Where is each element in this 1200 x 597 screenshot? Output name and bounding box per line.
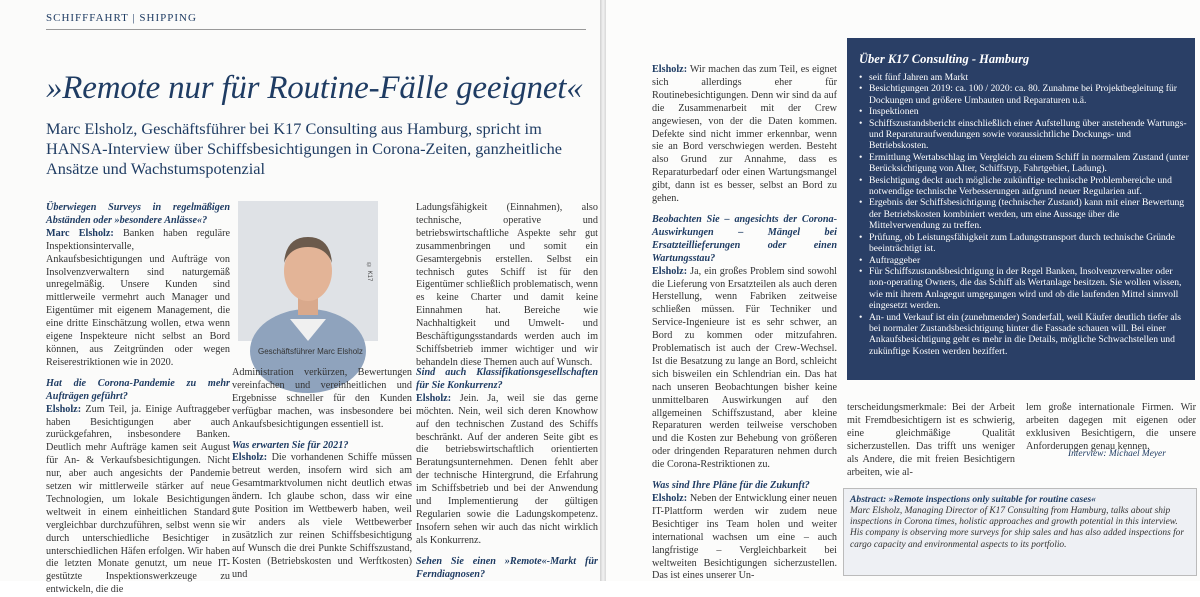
- question: Überwiegen Surveys in regelmäßigen Abständen oder »besondere Anlässe«?: [46, 202, 230, 226]
- speaker-label: Elsholz:: [652, 265, 688, 277]
- info-box-item: • Ergebnis der Schiffsbesichtigung (technischer Zustand) kann mit einer Bewertung der Betriebskosten kombiniert werden, um eine Aussage über die Mittelverwendung zu treffen.: [859, 197, 1191, 231]
- section-header: SCHIFFFAHRT | SHIPPING: [46, 12, 197, 24]
- column-3-top: [416, 202, 598, 368]
- column-4: [652, 64, 838, 582]
- info-box-item: • An- und Verkauf ist ein (zunehmender) Sonderfall, weil Käufer deutlich tiefer als bei normaler Zustandsbesichtigung hinter die Fassade schauen will. Bei einer Ankaufsbesichtigung geht es mehr in die Details, mögliche Schwachstellen und zukünftige Kosten werden beziffert.: [859, 312, 1191, 358]
- photo-credit: © K17: [366, 263, 372, 282]
- speaker-label: Elsholz:: [652, 64, 688, 75]
- article-deck: Marc Elsholz, Geschäftsführer bei K17 Consulting aus Hamburg, spricht im HANSA-Interview über Schiffsbesichtigungen in Corona-Zeiten, ganzheitliche Ansätze und Wachstumspotenzial: [46, 119, 563, 178]
- paragraph: [652, 64, 837, 206]
- abstract-box: [843, 488, 1197, 576]
- question: Was sind Ihre Pläne für die Zukunft?: [652, 480, 810, 492]
- info-box: [847, 38, 1195, 380]
- info-box-item: • Besichtigungen 2019: ca. 100 / 2020: ca. 80. Zunahme bei Projektbegleitung für Dockungen und größere Umbauten und Reparaturen u.ä.: [859, 83, 1191, 106]
- header-rule: [46, 29, 586, 30]
- question: Sehen Sie einen »Remote«-Markt für Ferndiagnosen?: [416, 555, 598, 580]
- paragraph: [46, 228, 230, 370]
- answer-text: terscheidungsmerkmale: Bei der Arbeit mit Fremdbesichtigern ist es schwierig, eine gleichmäßige Qualität sicherzustellen. Das trifft uns weniger als Andere, die mit freien Besichtigern arbeiten, wie al-: [847, 402, 1015, 478]
- answer-text: Die vorhandenen Schiffe müssen betreut werden, insofern wird sich am Gesamtmarktvolumen nicht deutlich etwas ändern. Ich glaube schon, dass wir eine gute Position im Wettbewerb haben, weil wir anders als viele Wettbewerber zusätzlich zur reinen Schiffsbesichtigung auf Wunsch die drei Punkte Schiffszustand, Kosten (Betriebskosten und Werftkosten) und: [232, 452, 413, 580]
- speaker-label: Elsholz:: [652, 493, 688, 504]
- info-box-item: • Besichtigung deckt auch mögliche zukünftige technische Problembereiche und notwendige technische Verbesserungen aufgrund neuer Regularien auf.: [859, 175, 1191, 198]
- info-box-item: • Ermittlung Wertabschlag im Vergleich zu einem Schiff in normalem Zustand (unter Berücksichtigung von Alter, Schiffstyp, Fahrtgebiet, Ladung).: [859, 152, 1191, 175]
- paragraph: [232, 367, 412, 432]
- byline: Interview: Michael Meyer: [1068, 449, 1166, 459]
- answer-text: Jein. Ja, weil sie das gerne möchten. Nein, weil sich deren Knowhow auf den technischen Zustand des Schiffs beschränkt. Auf der anderen Seite gibt es die betriebswirtschaftlich orientierten Beratungsunternehmen. Denen fehlt aber der technische Hintergrund, die Erfahrung im Schiffsbetrieb und bei der Anwendung und Implementierung der gültigen Regularien sowie die Ladungskompetenz. Insofern sehen wir auch das nicht wirklich als Konkurrenz.: [416, 392, 598, 546]
- paragraph: [847, 402, 1015, 479]
- page-left: [0, 0, 600, 596]
- paragraph: [232, 452, 412, 581]
- answer-text: lem große internationale Firmen. Wir arbeiten dagegen mit eigenen oder exklusiven Besichtigern, die unsere Anforderungen genau kennen.: [1026, 402, 1196, 452]
- speaker-label: Elsholz:: [46, 403, 82, 415]
- paragraph: [652, 493, 837, 583]
- article-title: »Remote nur für Routine-Fälle geeignet«: [46, 70, 583, 106]
- portrait-image: [238, 201, 378, 341]
- answer-text: Neben der Entwicklung einer neuen IT-Plattform werden wir zudem neue Besichtiger ins Team holen und weiter international wachsen um eine – auch langfristige – Vergleichbarkeit bei weltweiten Besichtigungen sicherzustellen. Das ist eines unserer Un-: [652, 493, 838, 582]
- question: Beobachten Sie – angesichts der Corona-Auswirkungen – Mängel bei Ersatzteillieferungen oder einen Wartungsstau?: [652, 213, 837, 264]
- info-box-item: • Inspektionen: [859, 106, 1191, 117]
- column-2-bottom: [232, 367, 413, 580]
- info-box-item: • Für Schiffszustandsbesichtigung in der Regel Banken, Insolvenzverwalter oder non-operating Owners, die das Schiff als Wertanlage besitzen. Sie wollen wissen, wie mit ihrem Anlagegut umgegangen wird und ob die laufenden Mittel sinnvoll eingesetzt werden.: [859, 266, 1191, 312]
- answer-text: Ja, ein großes Problem sind sowohl die Lieferung von Ersatzteilen als auch deren Herstellung, wenn Fabriken zeitweise schließen müssen. Für Techniker und Service-Ingenieure ist es sehr schwer, an Bord zu kommen oder mitzufahren. Problematisch ist auch der Crew-Wechsel. Ist die Besatzung zu lange an Bord, schleicht sich bisweilen ein Schlendrian ein. Das hat nach unseren Beobachtungen bisher keine unmittelbaren Auswirkungen auf den allgemeinen Schiffszustand, aber kleine Reparaturen werden teilweise verschoben und die Kosten zur Behebung von größeren oder dringenden Reparaturen nehmen durch die Corona-Restriktionen zu.: [652, 265, 838, 471]
- column-5: [847, 402, 1015, 478]
- abstract-title: Abstract: »Remote inspections only suitable for routine cases«: [850, 494, 1096, 505]
- page-right: [606, 0, 1200, 581]
- photo-caption: Geschäftsführer Marc Elsholz: [258, 347, 363, 356]
- paragraph: [46, 404, 230, 597]
- info-box-title: Über K17 Consulting - Hamburg: [859, 52, 1030, 66]
- info-box-item: • Prüfung, ob Leistungsfähigkeit zum Ladungstransport durch technische Gründe beeinträchtigt ist.: [859, 232, 1191, 255]
- paragraph: [652, 266, 837, 473]
- column-3-bottom: [416, 367, 598, 580]
- info-box-item: • Schiffszustandsbericht einschließlich einer Aufstellung über anstehende Wartungs- und Reparaturaufwendungen sowie voraussichtliche Dockungs- und Betriebskosten.: [859, 118, 1191, 152]
- question: Hat die Corona-Pandemie zu mehr Aufträgen geführt?: [46, 377, 230, 402]
- question: Sind auch Klassifikationsgesellschaften für Sie Konkurrenz?: [416, 367, 598, 391]
- paragraph: [416, 393, 598, 548]
- column-1: [46, 202, 231, 596]
- answer-text: Ladungsfähigkeit (Einnahmen), also technische, operative und betriebswirtschaftliche Aspekte sehr gut zusammenbringen und somit ein Gesamtergebnis erstellen. Selbst ein technisch gutes Schiff ist für den Eigentümer schließlich problematisch, wenn es keine Charter und damit keine Einnahmen hat. Bereiche wie Nachhaltigkeit und Umwelt- und Beschäftigungsstandards werden auch im Schiffsbetrieb immer wichtiger und wir behandeln diese Themen auch auf Wunsch.: [416, 202, 598, 368]
- speaker-label: Elsholz:: [416, 392, 452, 404]
- info-box-item: • seit fünf Jahren am Markt: [859, 72, 1191, 83]
- answer-text: Wir machen das zum Teil, es eignet sich allerdings eher für Routinebesichtigungen. Denn wir sind da auf die Zusammenarbeit mit der Crew angewiesen, von der die Daten kommen. Defekte sind nicht immer erkennbar, wenn sie an Bord verschwiegen werden. Besteht also Grund zur Annahme, dass es Reparaturbedarf oder einen Wartungsmangel gibt, dann ist es besser, selbst an Bord zu gehen.: [652, 64, 837, 205]
- question: Was erwarten Sie für 2021?: [232, 439, 349, 451]
- speaker-label: Elsholz:: [232, 452, 268, 464]
- answer-text: Banken haben reguläre Inspektionsintervalle, Ankaufsbesichtigungen und Aufträge von Insolvenzverwaltern sind naturgemäß unregelmäßig. Unsere Kunden sind mittlerweile vermehrt auch Manager und Eigentümer mit eigenem Management, die eine dritte Einschätzung wollen, etwa wenn eigene Inspekteure nicht selbst an Bord können, aus Zeitgründen oder wegen Reiserestriktionen wie in 2020.: [46, 227, 231, 368]
- speaker-label: Marc Elsholz:: [46, 227, 114, 239]
- info-box-item: • Auftraggeber: [859, 255, 1191, 266]
- paragraph: [1026, 402, 1196, 454]
- column-6: [1026, 402, 1196, 450]
- info-box-list: [859, 72, 1191, 357]
- author-photo: [238, 201, 378, 341]
- answer-text: Administration verkürzen, Bewertungen vereinfachen und vereinheitlichen und Ergebnisse schneller für den Kunden verfügbar machen, was insbesondere bei Ankaufsbesichtigungen essentiell ist.: [232, 367, 412, 430]
- abstract-body: Marc Elsholz, Managing Director of K17 Consulting from Hamburg, talks about ship inspections in Corona times, holistic approaches and growth potential in this interview. His company is observing more surveys for ship sales and has also added inspections for cargo capacity and environmental aspects to its portfolio.: [850, 506, 1185, 550]
- paragraph: [416, 202, 598, 370]
- answer-text: Zum Teil, ja. Einige Auftraggeber haben Besichtigungen aber auch zurückgefahren, insbesondere Banken. Deutlich mehr Aufträge kamen seit August für An- & Verkaufsbesichtigungen. Nicht nur, aber auch angesichts der Pandemie setzen wir mittlerweile stärker auf neue Technologien, um lokale Besichtigungen weltweit in einem einheitlichen Standard vergleichbar durchzuführen, selbst wenn sie durch unterschiedliche Besichtiger in unterschiedlichen Häfen erfolgen. Wir haben die letzten Monate genutzt, um neue IT-gestützte Inspektionswerkzeuge zu entwickeln, die die: [46, 403, 231, 596]
